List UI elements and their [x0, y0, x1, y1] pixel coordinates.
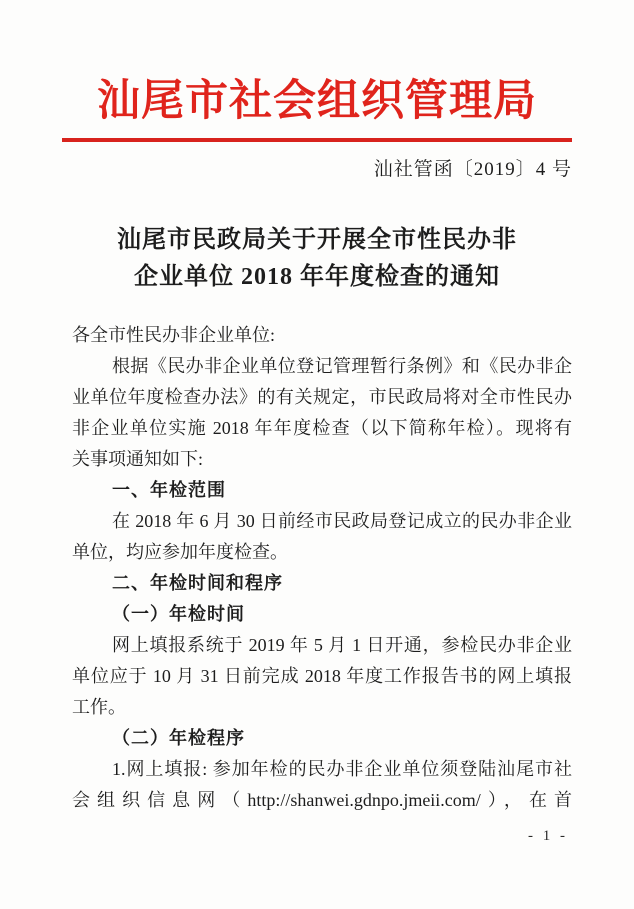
page-number: - 1 -	[528, 828, 568, 844]
body-text-line: 非企业单位实施 2018 年年度检查（以下简称年检）。现将有	[72, 418, 572, 438]
header-divider-line	[62, 138, 572, 142]
body-text-line: 在 2018 年 6 月 30 日前经市民政局登记成立的民办非企业	[112, 511, 572, 531]
document-body	[72, 320, 572, 816]
body-text-line: 根据《民办非企业单位登记管理暂行条例》和《民办非企	[112, 356, 572, 376]
body-text-line: 单位应于 10 月 31 日前完成 2018 年度工作报告书的网上填报	[72, 666, 572, 686]
body-text-line: 单位，均应参加年度检查。	[72, 542, 288, 562]
agency-header-title: 汕尾市社会组织管理局	[97, 78, 537, 125]
document-title-line-2: 企业单位 2018 年年度检查的通知	[134, 264, 500, 290]
document-title-line-1: 汕尾市民政局关于开展全市性民办非	[117, 227, 517, 253]
body-text-line: 业单位年度检查办法》的有关规定，市民政局将对全市性民办	[72, 387, 572, 407]
body-text-line: 1.网上填报: 参加年检的民办非企业单位须登陆汕尾市社	[112, 759, 572, 779]
body-heading-line: （二）年检程序	[112, 728, 245, 749]
body-heading-line: （一）年检时间	[112, 604, 245, 625]
body-heading-line: 一、年检范围	[112, 480, 226, 501]
body-text-line: 网上填报系统于 2019 年 5 月 1 日开通，参检民办非企业	[112, 635, 572, 655]
body-text-line: 各全市性民办非企业单位:	[72, 325, 275, 345]
document-number: 汕社管函〔2019〕4 号	[373, 159, 572, 180]
body-text-line: 会组织信息网（http://shanwei.gdnpo.jmeii.com/），在首	[72, 790, 572, 810]
body-text-line: 关事项通知如下:	[72, 449, 204, 469]
document-title	[0, 222, 634, 296]
body-heading-line: 二、年检时间和程序	[112, 573, 283, 594]
body-text-line: 工作。	[72, 697, 126, 717]
